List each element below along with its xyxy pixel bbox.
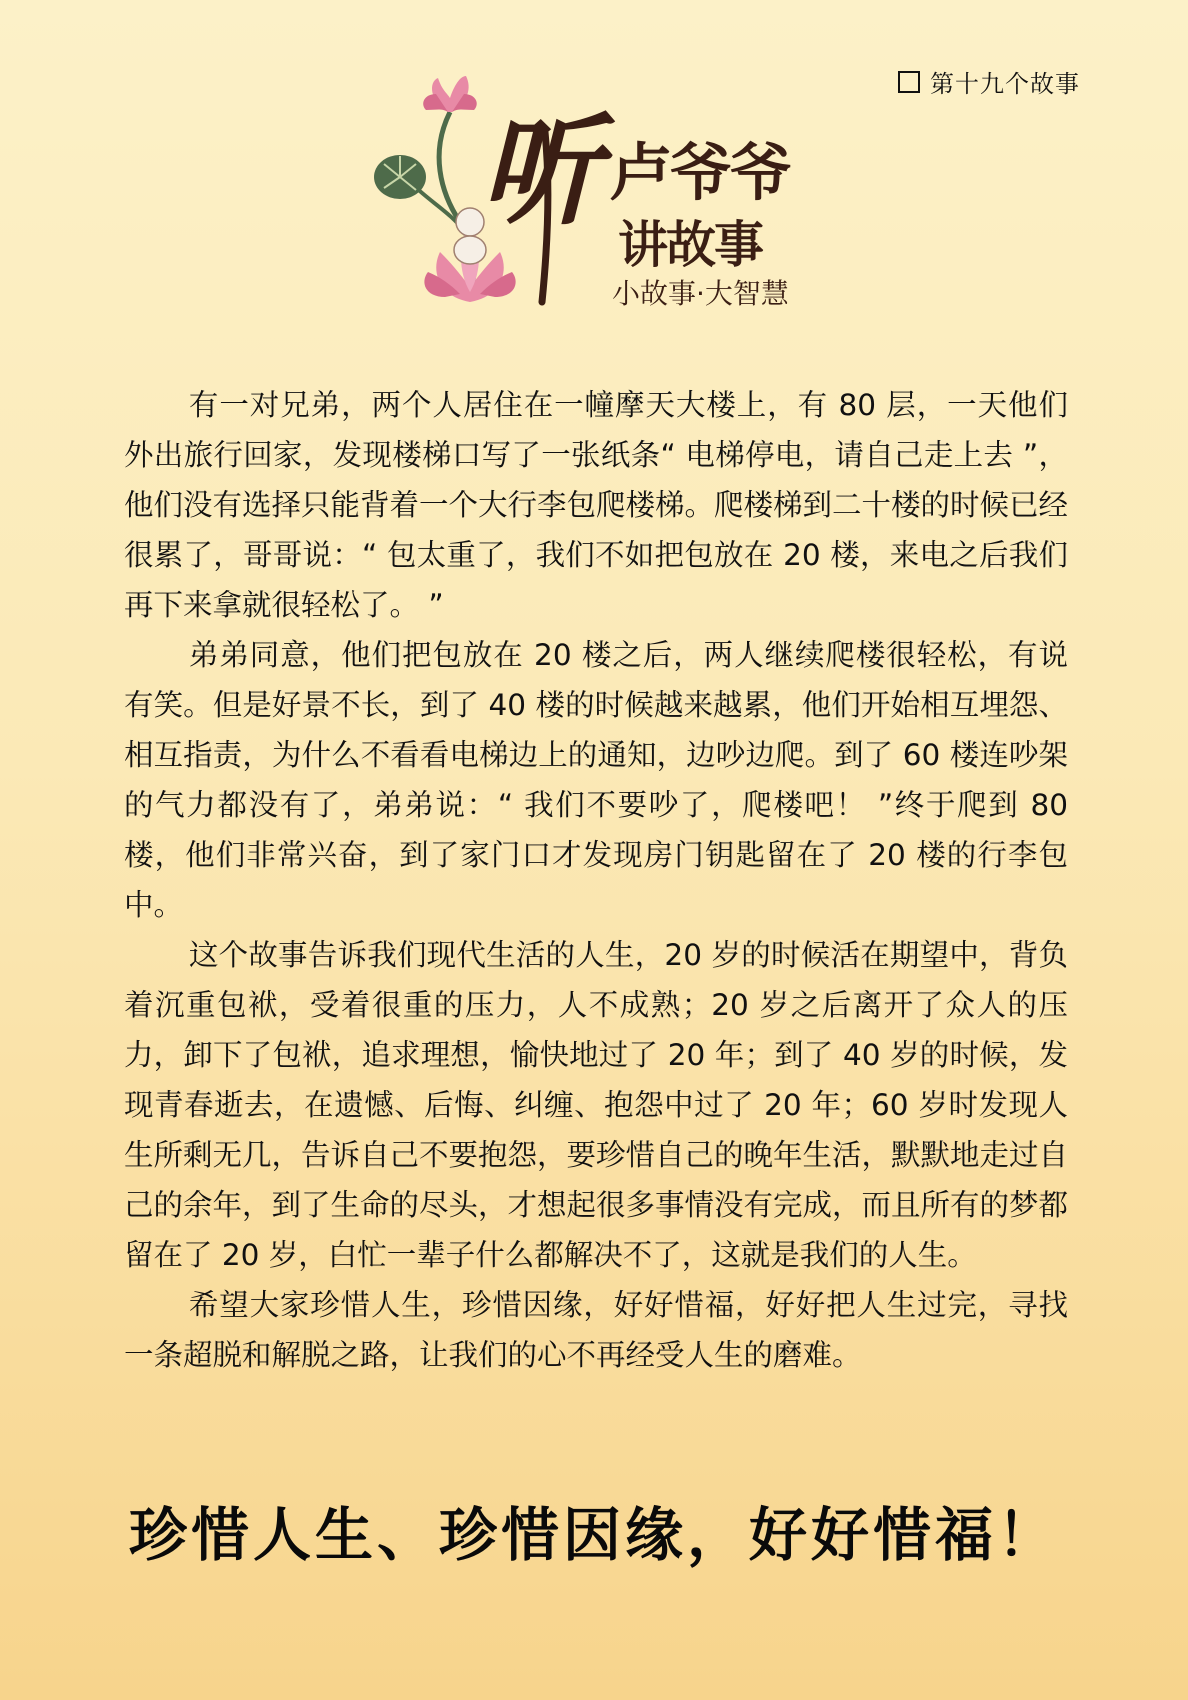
slogan: 珍惜人生、珍惜因缘，好好惜福！ (128, 1501, 1059, 1569)
story-paragraph: 弟弟同意，他们把包放在 20 楼之后，两人继续爬楼很轻松，有说有笑。但是好景不长，到了 40 楼的时候越来越累，他们开始相互埋怨、相互指责，为什么不看看电梯边上的通知，边吵边爬。到了 60 楼连吵架的气力都没有了，弟弟说：“ 我们不要吵了，爬楼吧！ ”终于爬到 80 楼，他们非常兴奋，到了家门口才发现房门钥匙留在了 20 楼的行李包中。 (124, 638, 1068, 922)
story-paragraph: 希望大家珍惜人生，珍惜因缘，好好惜福，好好把人生过完，寻找一条超脱和解脱之路，让我们的心不再经受人生的磨难。 (124, 1288, 1068, 1372)
chapter-label-text: 第十九个故事 (930, 70, 1080, 98)
story-paragraph: 有一对兄弟，两个人居住在一幢摩天大楼上，有 80 层，一天他们外出旅行回家，发现楼梯口写了一张纸条“ 电梯停电，请自己走上去 ”，他们没有选择只能背着一个大行李包爬楼梯。爬楼梯到二十楼的时候已经很累了，哥哥说：“ 包太重了，我们不如把包放在 20 楼，来电之后我们再下来拿就很轻松了。 ” (124, 388, 1069, 622)
logo-title-big: 听 (480, 101, 600, 242)
story-body (124, 380, 1068, 1380)
logo-title-verb: 讲故事 (618, 216, 762, 274)
logo (370, 72, 810, 332)
chapter-label (898, 64, 1080, 99)
checkbox-square-icon (898, 71, 920, 93)
logo-tagline: 小故事·大智慧 (612, 277, 789, 310)
story-paragraph: 这个故事告诉我们现代生活的人生，20 岁的时候活在期望中，背负着沉重包袱，受着很重的压力，人不成熟；20 岁之后离开了众人的压力，卸下了包袱，追求理想，愉快地过了 20 年；到了 40 岁的时候，发现青春逝去，在遗憾、后悔、纠缠、抱怨中过了 20 年；60 岁时发现人生所剩无几，告诉自己不要抱怨，要珍惜自己的晚年生活，默默地走过自己的余年，到了生命的尽头，才想起很多事情没有完成，而且所有的梦都留在了 20 岁，白忙一辈子什么都解决不了，这就是我们的人生。 (124, 938, 1069, 1272)
logo-title-name: 卢爷爷 (610, 136, 791, 209)
